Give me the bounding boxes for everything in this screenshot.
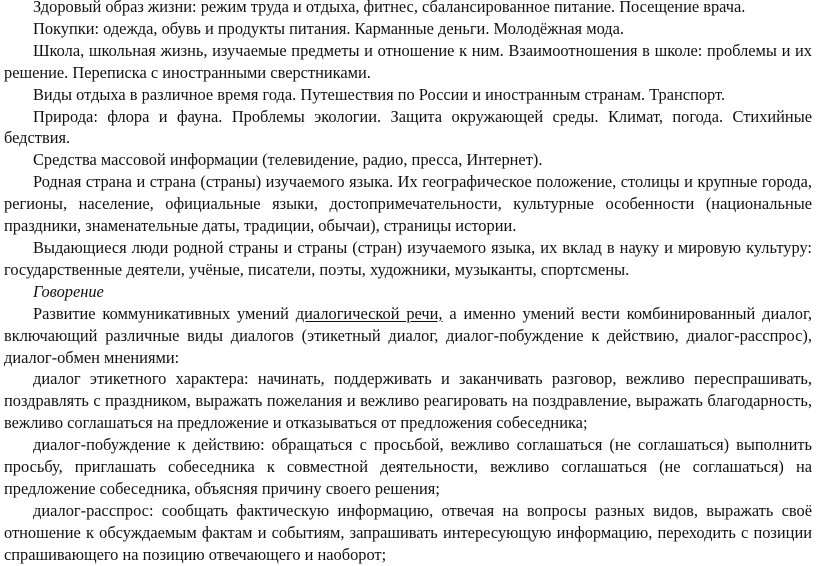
paragraph-leisure: Виды отдыха в различное время года. Путешествия по России и иностранным странам. Транспорт.	[33, 84, 726, 104]
paragraph-school: Школа, школьная жизнь, изучаемые предметы и отношение к ним. Взаимоотношения в школе: проблемы и их решение. Переписка с иностранными сверстниками.	[4, 40, 812, 82]
speaking-intro-before: Развитие коммуникативных умений	[33, 303, 296, 323]
paragraph-speaking-intro	[4, 303, 812, 369]
paragraph-nature: Природа: флора и фауна. Проблемы экологии. Защита окружающей среды. Климат, погода. Стихийные бедствия.	[4, 106, 812, 148]
paragraph-shopping: Покупки: одежда, обувь и продукты питания. Карманные деньги. Молодёжная мода.	[33, 18, 625, 38]
paragraph-etiquette-dialog: диалог этикетного характера: начинать, поддерживать и заканчивать разговор, вежливо переспрашивать, поздравлять с праздником, выражать пожелания и вежливо реагировать на поздравление, выражать благодарность, вежливо соглашаться на предложение и отказываться от предложения собеседника;	[4, 369, 812, 433]
section-heading: Говорение	[33, 281, 104, 301]
paragraph-countries: Родная страна и страна (страны) изучаемого языка. Их географическое положение, столицы и крупные города, регионы, население, официальные языки, достопримечательности, культурные особенности (национальные праздники, знаменательные даты, традиции, обычаи), страницы истории.	[4, 172, 812, 236]
dialogic-speech-link[interactable]: диалогической речи,	[295, 303, 443, 323]
paragraph-inquiry-dialog: диалог-расспрос: сообщать фактическую информацию, отвечая на вопросы разных видов, выражать своё отношение к обсуждаемым фактам и событиям, запрашивать интересующую информацию, переходить с позиции спрашивающего на позицию отвечающего и наоборот;	[4, 500, 812, 564]
paragraph-healthy-lifestyle: Здоровый образ жизни: режим труда и отдыха, фитнес, сбалансированное питание. Посещение врача.	[33, 0, 746, 16]
paragraph-media: Средства массовой информации (телевидение, радио, пресса, Интернет).	[33, 150, 543, 170]
paragraph-famous-people: Выдающиеся люди родной страны и страны (стран) изучаемого языка, их вклад в науку и мировую культуру: государственные деятели, учёные, писатели, поэты, художники, музыканты, спортсмены.	[4, 237, 812, 279]
speaking-intro-after: а именно умений вести комбинированный диалог, включающий различные виды диалогов (этикетный диалог, диалог-побуждение к действию, диалог-расспрос), диалог-обмен мнениями:	[4, 303, 812, 367]
paragraph-incentive-dialog: диалог-побуждение к действию: обращаться с просьбой, вежливо соглашаться (не соглашаться) выполнить просьбу, приглашать собеседника к совместной деятельности, вежливо соглашаться (не соглашаться) на предложение собеседника, объясняя причину своего решения;	[4, 435, 812, 498]
